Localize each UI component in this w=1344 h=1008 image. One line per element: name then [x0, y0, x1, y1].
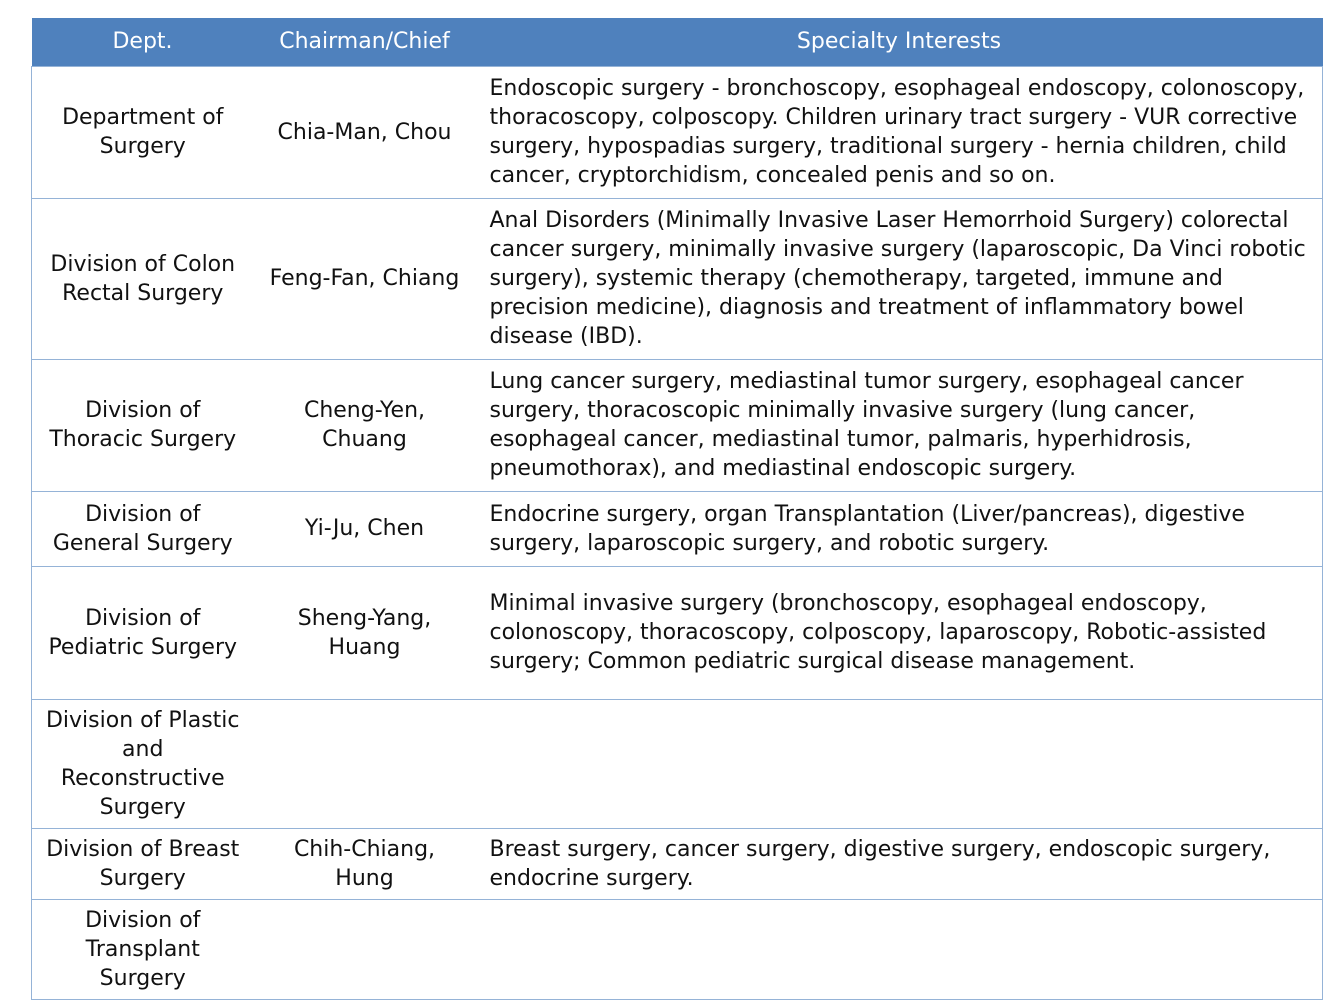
specialty-cell: Anal Disorders (Minimally Invasive Laser Hemorrhoid Surgery) colorectal cancer surgery, minimally invasive surgery (laparoscopic, Da Vinci robotic surgery), systemic therapy (chemotherapy, targeted, immune and precision medicine), diagnosis and treatment of inflammatory bowel disease (IBD). — [476, 198, 1323, 359]
dept-cell: Division of Plastic and Reconstructive Surgery — [32, 699, 254, 828]
specialty-cell: Breast surgery, cancer surgery, digestive surgery, endoscopic surgery, endocrine surgery. — [476, 828, 1323, 899]
specialty-cell — [476, 899, 1323, 999]
chief-cell: Cheng-Yen, Chuang — [254, 359, 476, 491]
table-row — [32, 491, 1323, 566]
chief-cell: Chia-Man, Chou — [254, 66, 476, 198]
table-row — [32, 198, 1323, 359]
dept-cell: Division of Pediatric Surgery — [32, 566, 254, 699]
table-row — [32, 899, 1323, 999]
dept-cell: Division of Thoracic Surgery — [32, 359, 254, 491]
chief-cell: Sheng-Yang, Huang — [254, 566, 476, 699]
table-row — [32, 66, 1323, 198]
dept-cell: Division of Breast Surgery — [32, 828, 254, 899]
departments-table — [31, 18, 1323, 1000]
table-row — [32, 828, 1323, 899]
table-row — [32, 566, 1323, 699]
dept-cell: Division of Colon Rectal Surgery — [32, 198, 254, 359]
header-row — [32, 18, 1323, 66]
specialty-cell — [476, 699, 1323, 828]
specialty-cell: Endoscopic surgery - bronchoscopy, esophageal endoscopy, colonoscopy, thoracoscopy, colposcopy. Children urinary tract surgery - VUR corrective surgery, hypospadias surgery, traditional surgery - hernia children, child cancer, cryptorchidism, concealed penis and so on. — [476, 66, 1323, 198]
table-row — [32, 699, 1323, 828]
chief-cell — [254, 899, 476, 999]
table-row — [32, 359, 1323, 491]
chief-cell: Yi-Ju, Chen — [254, 491, 476, 566]
dept-cell: Division of Transplant Surgery — [32, 899, 254, 999]
departments-table-container — [31, 18, 1322, 1000]
specialty-cell: Endocrine surgery, organ Transplantation (Liver/pancreas), digestive surgery, laparoscopic surgery, and robotic surgery. — [476, 491, 1323, 566]
dept-cell: Department of Surgery — [32, 66, 254, 198]
table-header — [32, 18, 1323, 66]
chief-cell: Chih-Chiang, Hung — [254, 828, 476, 899]
specialty-cell: Minimal invasive surgery (bronchoscopy, esophageal endoscopy, colonoscopy, thoracoscopy, colposcopy, laparoscopy, Robotic-assisted surgery; Common pediatric surgical disease management. — [476, 566, 1323, 699]
table-body — [32, 66, 1323, 999]
chief-cell: Feng-Fan, Chiang — [254, 198, 476, 359]
specialty-cell: Lung cancer surgery, mediastinal tumor surgery, esophageal cancer surgery, thoracoscopic minimally invasive surgery (lung cancer, esophageal cancer, mediastinal tumor, palmaris, hyperhidrosis, pneumothorax), and mediastinal endoscopic surgery. — [476, 359, 1323, 491]
header-specialty: Specialty Interests — [476, 18, 1323, 66]
chief-cell — [254, 699, 476, 828]
header-dept: Dept. — [32, 18, 254, 66]
dept-cell: Division of General Surgery — [32, 491, 254, 566]
header-chief: Chairman/Chief — [254, 18, 476, 66]
